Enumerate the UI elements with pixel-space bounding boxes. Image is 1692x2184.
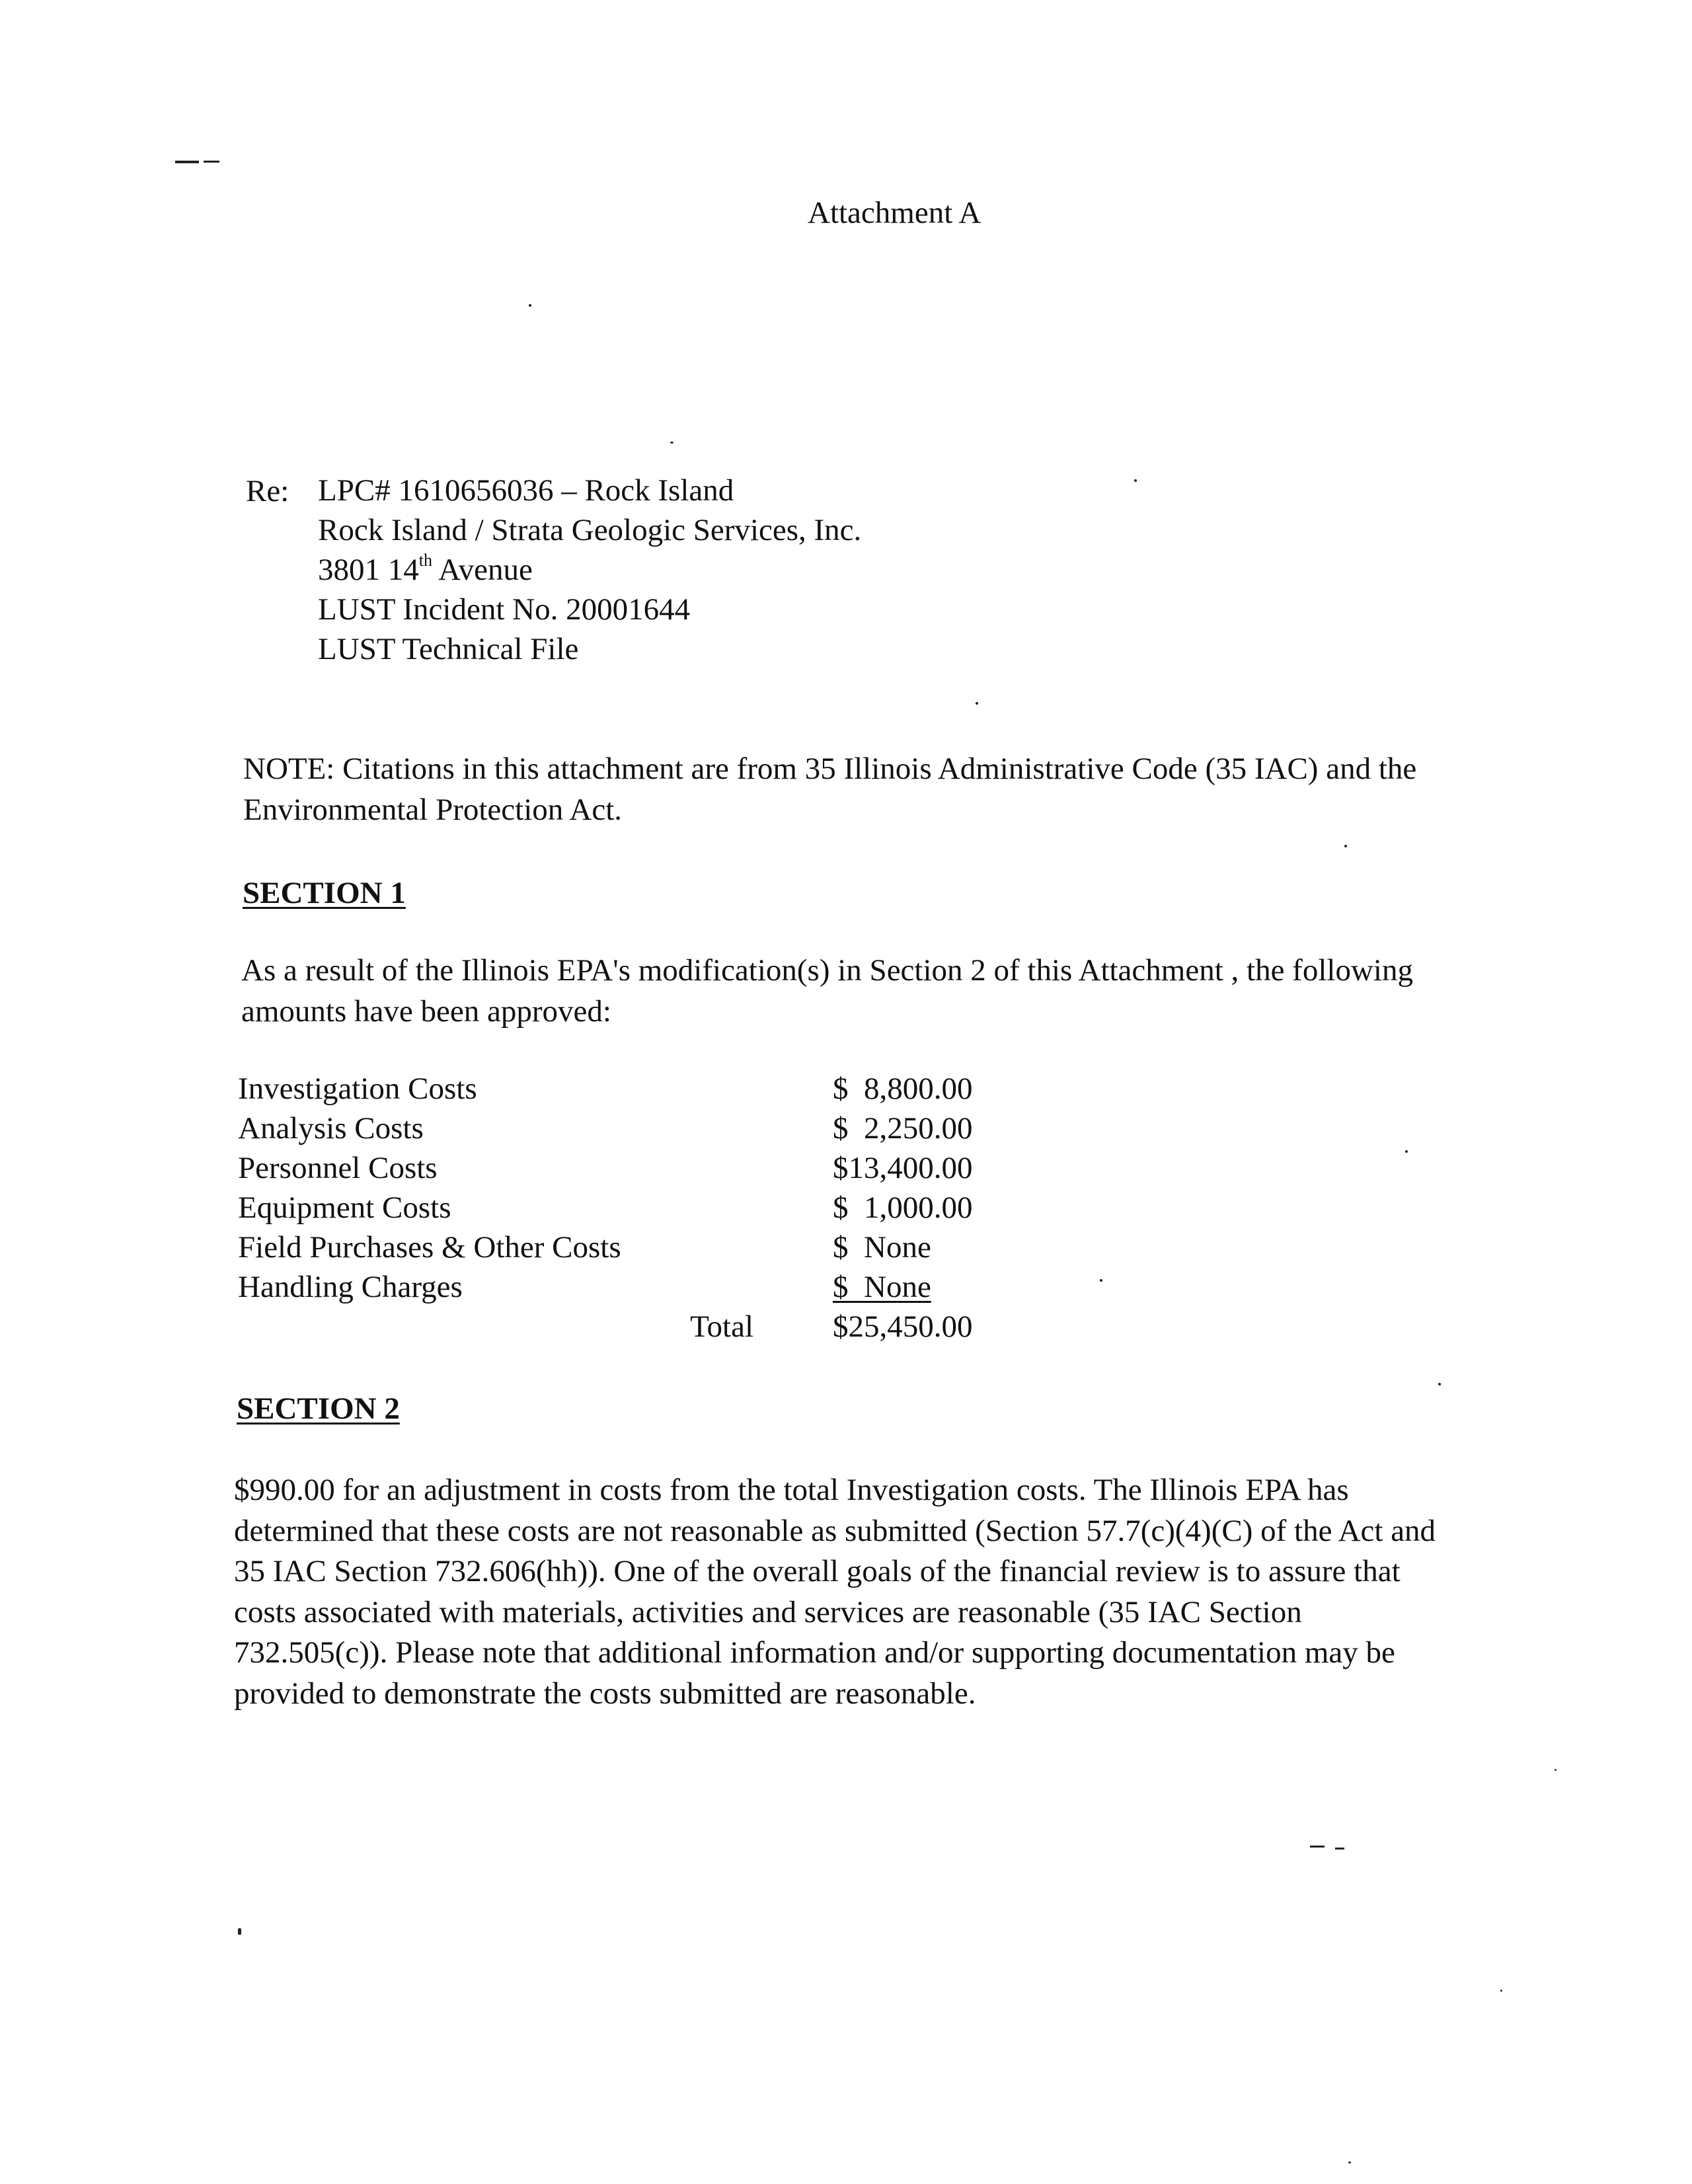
scan-speck — [1348, 2162, 1351, 2164]
section-1-intro-line: amounts have been approved: — [241, 994, 611, 1029]
cost-label: Handling Charges — [238, 1270, 463, 1304]
scan-speck — [1134, 479, 1137, 482]
cost-row — [238, 1267, 1031, 1307]
cost-amount: $ 2,250.00 — [833, 1111, 973, 1146]
reference-line-file: LUST Technical File — [318, 632, 579, 666]
scan-speck — [1100, 1279, 1102, 1282]
cost-amount: $ None — [833, 1270, 931, 1304]
cost-amount: $13,400.00 — [833, 1151, 973, 1185]
cost-row — [238, 1228, 1031, 1267]
reference-line-address — [318, 550, 861, 590]
scan-mark — [1335, 1848, 1344, 1850]
cost-row — [238, 1069, 1031, 1109]
reference-line-incident: LUST Incident No. 20001644 — [318, 592, 691, 627]
scan-speck — [1438, 1383, 1441, 1385]
address-number: 3801 14 — [318, 553, 419, 587]
scan-speck — [976, 702, 978, 705]
section-2-body — [234, 1470, 1543, 1714]
cost-amount: $ None — [833, 1230, 931, 1265]
section-1-intro-line: As a result of the Illinois EPA's modification(s) in Section 2 of this Attachment , the following — [241, 953, 1413, 988]
total-amount: $25,450.00 — [833, 1309, 973, 1344]
page-title: Attachment A — [808, 196, 981, 230]
total-label: Total — [690, 1309, 753, 1344]
reference-line-site: Rock Island / Strata Geologic Services, Inc. — [318, 513, 862, 547]
scan-speck — [670, 442, 673, 444]
section-1-heading: SECTION 1 — [243, 876, 406, 910]
section-2-line: provided to demonstrate the costs submitted are reasonable. — [234, 1676, 976, 1711]
cost-label: Investigation Costs — [238, 1072, 477, 1106]
address-superscript: th — [418, 551, 432, 570]
cost-label: Personnel Costs — [238, 1151, 438, 1185]
reference-line-lpc: LPC# 1610656036 – Rock Island — [318, 473, 734, 508]
section-2-line: 35 IAC Section 732.606(hh)). One of the overall goals of the financial review is to assure that — [234, 1554, 1401, 1588]
scan-speck — [529, 304, 531, 307]
scan-speck — [1405, 1150, 1408, 1153]
section-2-line: 732.505(c)). Please note that additional information and/or supporting documentation may be — [234, 1635, 1395, 1670]
scan-mark — [175, 161, 199, 163]
cost-row — [238, 1188, 1031, 1228]
scan-speck — [1500, 1990, 1502, 1992]
section-2-line: determined that these costs are not reasonable as submitted (Section 57.7(c)(4)(C) of the Act and — [234, 1513, 1436, 1548]
approved-costs-table — [238, 1069, 1031, 1346]
total-row — [238, 1307, 1031, 1346]
cost-label: Field Purchases & Other Costs — [238, 1230, 621, 1265]
section-2-line: $990.00 for an adjustment in costs from the total Investigation costs. The Illinois EPA has — [234, 1473, 1349, 1507]
scan-mark — [204, 161, 219, 163]
scan-speck — [1555, 1769, 1557, 1771]
cost-amount: $ 1,000.00 — [833, 1190, 973, 1225]
section-1-intro — [241, 950, 1563, 1032]
cost-row — [238, 1109, 1031, 1148]
section-2-heading: SECTION 2 — [237, 1391, 400, 1426]
note-paragraph: NOTE: Citations in this attachment are from 35 Illinois Administrative Code (35 IAC) and the Environmental Protection Act. — [243, 752, 1417, 827]
cost-label: Analysis Costs — [238, 1111, 424, 1146]
scan-speck — [1344, 845, 1347, 847]
scan-speck — [238, 1928, 241, 1935]
address-suffix: Avenue — [432, 553, 533, 587]
reference-label: Re: — [246, 474, 289, 508]
cost-amount: $ 8,800.00 — [833, 1072, 973, 1106]
section-2-line: costs associated with materials, activities and services are reasonable (35 IAC Section — [234, 1594, 1302, 1629]
reference-block — [318, 471, 861, 669]
scan-mark — [1310, 1846, 1325, 1848]
cost-label: Equipment Costs — [238, 1190, 451, 1225]
cost-row — [238, 1148, 1031, 1188]
